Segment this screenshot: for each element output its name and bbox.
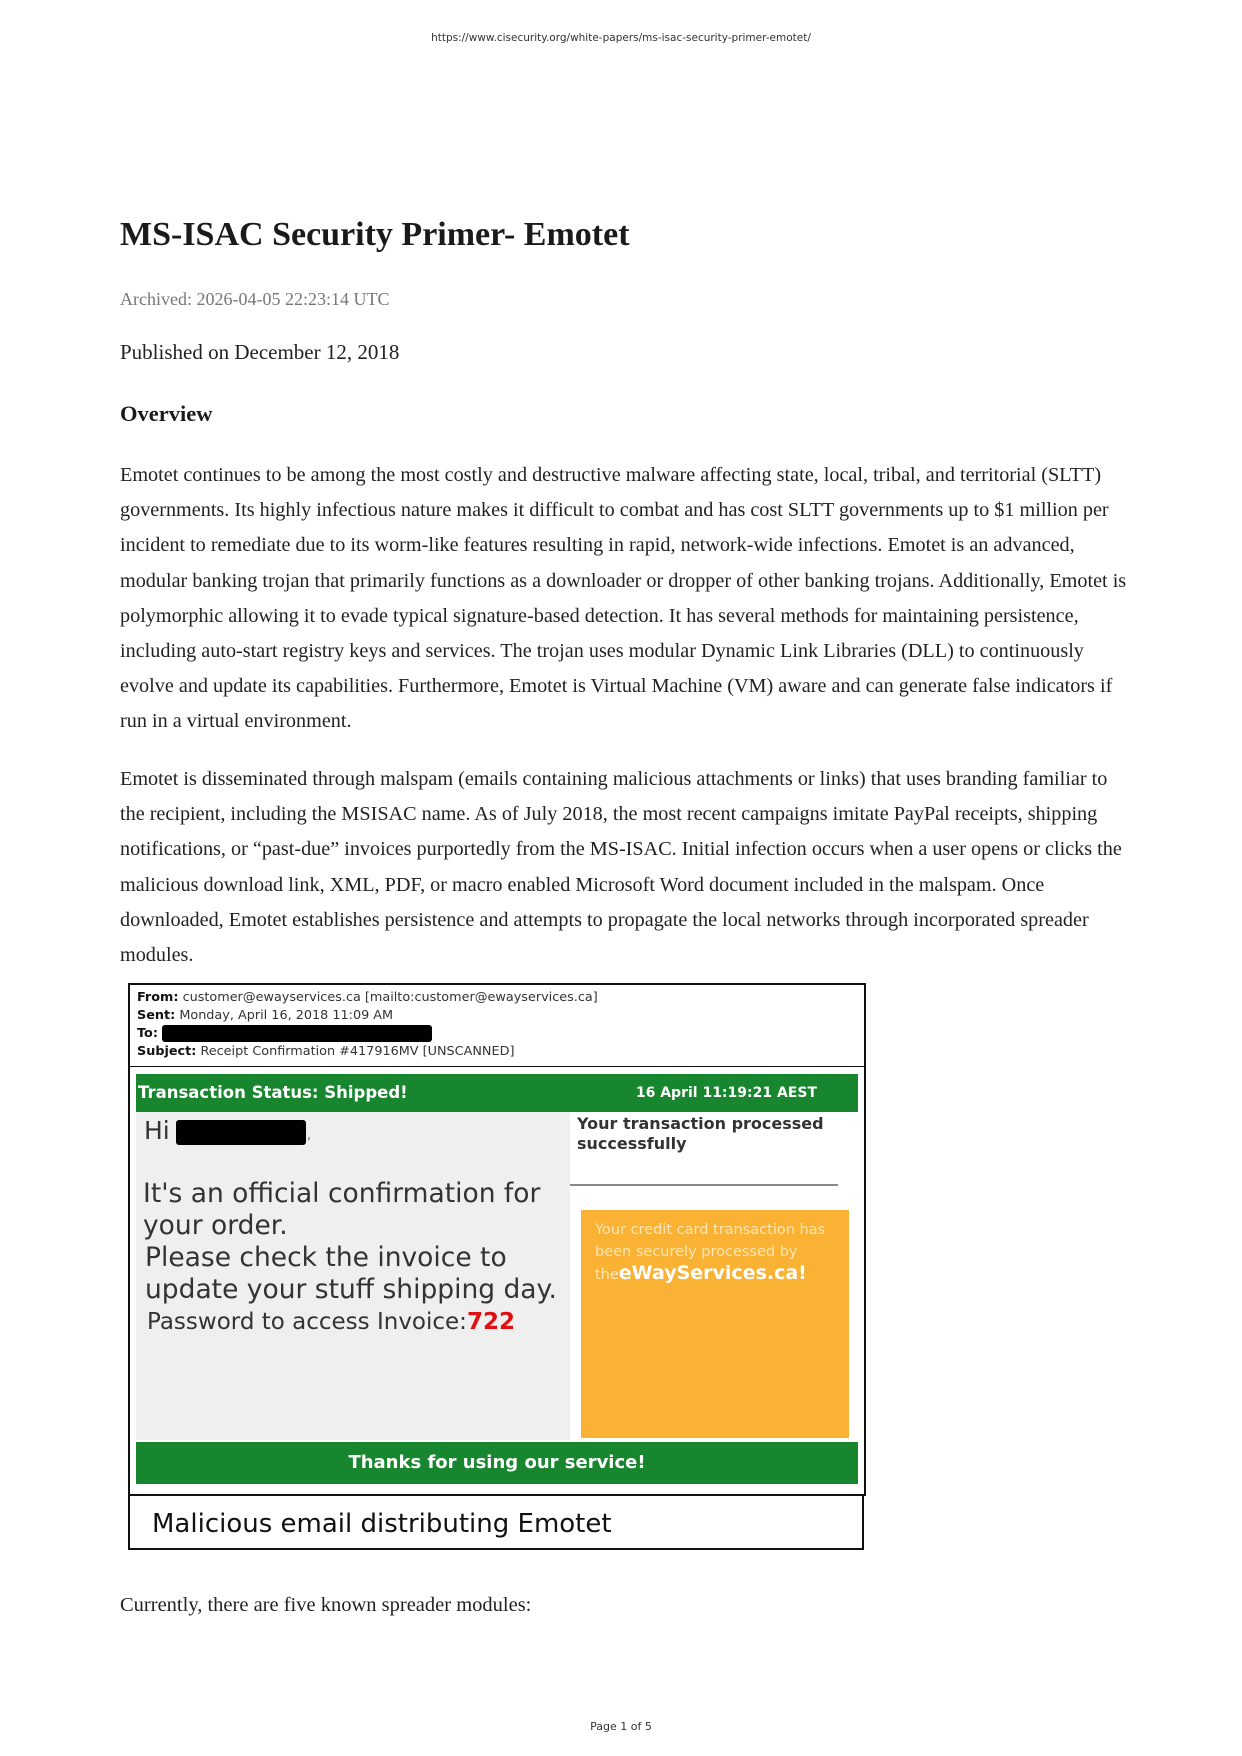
redaction-bar	[176, 1120, 306, 1145]
brand-name: eWayServices.ca!	[618, 1262, 807, 1284]
email-subject: Subject: Receipt Confirmation #417916MV [UNSCANNED]	[137, 1044, 515, 1059]
email-to: To:	[137, 1025, 858, 1043]
paragraph-spreader-modules: Currently, there are five known spreader modules:	[120, 1594, 532, 1616]
divider	[570, 1184, 838, 1186]
overview-heading: Overview	[120, 401, 213, 426]
email-sent: Sent: Monday, April 16, 2018 11:09 AM	[137, 1008, 394, 1023]
source-url: https://www.cisecurity.org/white-papers/ms-isac-security-primer-emotet/	[431, 32, 811, 44]
paragraph-dissemination: Emotet is disseminated through malspam (emails containing malicious attachments or links) that uses branding familiar to the recipient, including the MSISAC name. As of July 2018, the most recent campaigns imitate PayPal receipts, shipping notifications, or “past-due” invoices purportedly from the MS-ISAC. Initial infection occurs when a user opens or clicks the malicious download link, XML, PDF, or macro enabled Microsoft Word document included in the malspam. Once downloaded, Emotet establishes persistence and attempts to propagate the local networks through incorporated spreader modules.	[120, 768, 1122, 967]
transaction-panel	[570, 1112, 858, 1440]
page-number: Page 1 of 5	[590, 1720, 652, 1733]
greeting: Hi ,	[144, 1116, 312, 1145]
archived-timestamp: Archived: 2026-04-05 22:23:14 UTC	[120, 289, 390, 309]
brand-box: Your credit card transaction has been securely processed by theeWayServices.ca!	[581, 1210, 849, 1438]
confirmation-panel	[136, 1112, 570, 1440]
malicious-email-figure	[128, 983, 866, 1555]
processed-message: Your transaction processed successfully	[577, 1114, 824, 1153]
thanks-bar: Thanks for using our service!	[136, 1442, 858, 1484]
email-header	[128, 983, 866, 1068]
confirmation-text: It's an official confirmation for your order. Please check the invoice to update your stuff shipping day. Password to access Invoice:722	[143, 1178, 557, 1335]
published-date: Published on December 12, 2018	[120, 340, 400, 364]
paragraph-overview: Emotet continues to be among the most costly and destructive malware affecting state, local, tribal, and territorial (SLTT) governments. Its highly infectious nature makes it difficult to combat and has cost SLTT governments up to $1 million per incident to remediate due to its worm-like features resulting in rapid, network-wide infections. Emotet is an advanced, modular banking trojan that primarily functions as a downloader or dropper of other banking trojans. Additionally, Emotet is polymorphic allowing it to evade typical signature-based detection. It has several methods for maintaining persistence, including auto-start registry keys and services. The trojan uses modular Dynamic Link Libraries (DLL) to continuously evolve and update its capabilities. Furthermore, Emotet is Virtual Machine (VM) aware and can generate false indicators if run in a virtual environment.	[120, 464, 1127, 733]
page-title: MS-ISAC Security Primer- Emotet	[120, 216, 630, 253]
redaction-bar	[162, 1025, 432, 1042]
status-title: Transaction Status: Shipped!	[138, 1083, 408, 1102]
invoice-password: 722	[466, 1309, 515, 1335]
email-from: From: customer@ewayservices.ca [mailto:customer@ewayservices.ca]	[137, 990, 598, 1005]
status-bar	[136, 1074, 858, 1112]
status-date: 16 April 11:19:21 AEST	[635, 1085, 817, 1101]
email-body	[128, 1067, 866, 1496]
figure-caption: Malicious email distributing Emotet	[128, 1494, 864, 1550]
